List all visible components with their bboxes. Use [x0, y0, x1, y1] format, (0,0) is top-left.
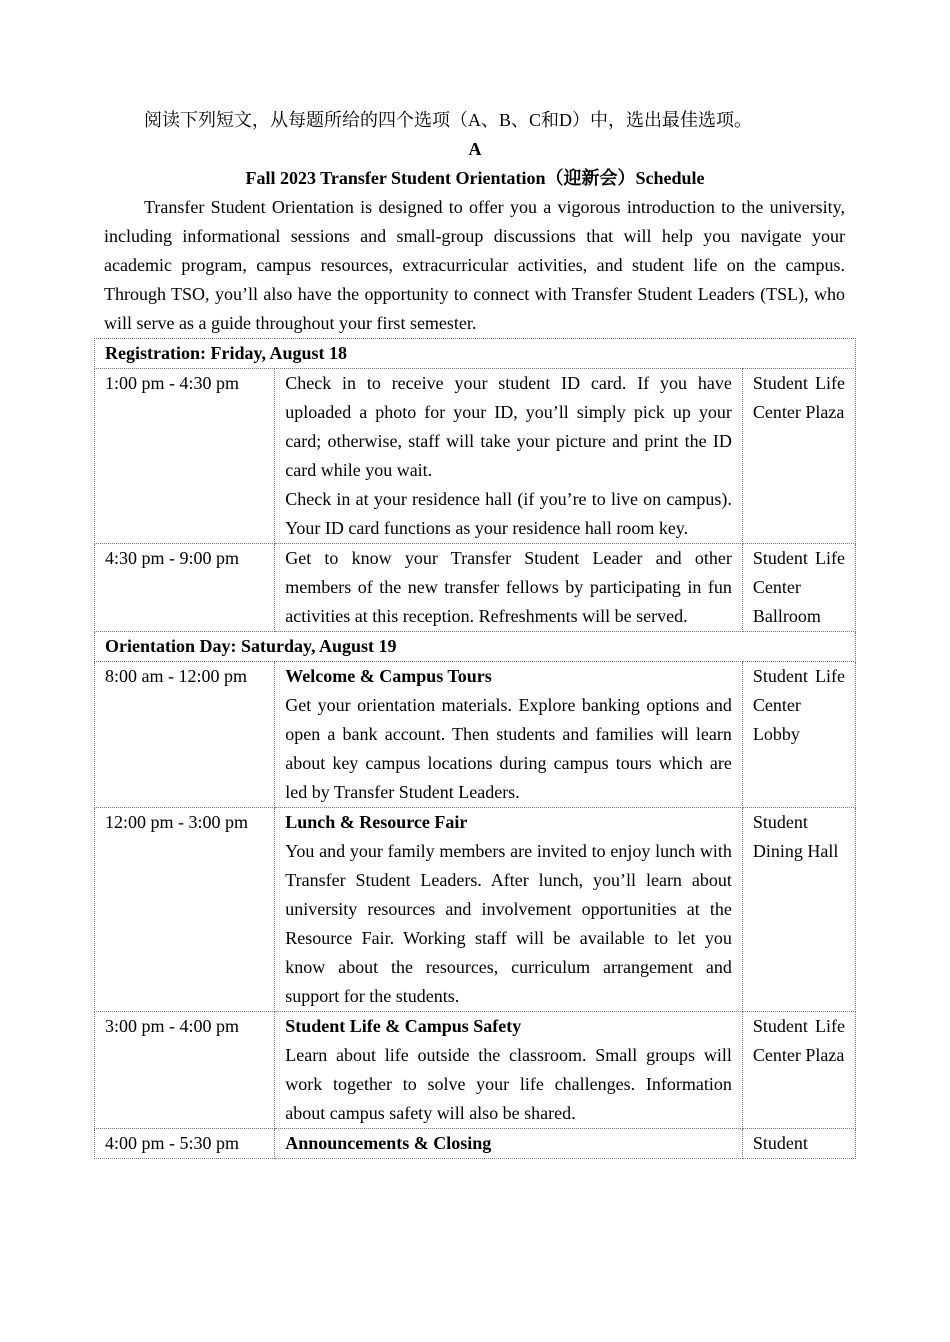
event-title: Welcome & Campus Tours: [285, 666, 492, 686]
time-cell: 12:00 pm - 3:00 pm: [95, 808, 275, 1012]
time-cell: 4:30 pm - 9:00 pm: [95, 544, 275, 632]
instruction-text: 阅读下列短文，从每题所给的四个选项（A、B、C和D）中，选出最佳选项。: [144, 110, 753, 130]
description-paragraph: Check in to receive your student ID card. If you have uploaded a photo for your ID, you’ll simply pick up your card; otherwise, staff will take your picture and print the ID card while you wait.: [285, 373, 732, 480]
event-title: Announcements & Closing: [285, 1133, 492, 1153]
event-title: Student Life & Campus Safety: [285, 1016, 522, 1036]
time-cell: 3:00 pm - 4:00 pm: [95, 1012, 275, 1129]
event-description: You and your family members are invited to enjoy lunch with Transfer Student Leaders. After lunch, you’ll learn about university resources and involvement opportunities at the Resource Fair. Working staff will be available to let you know about the resources, curriculum arrangement and support for the students.: [285, 841, 732, 1006]
intro-paragraph: Transfer Student Orientation is designed to offer you a vigorous introduction to the university, including informational sessions and small-group discussions that will help you navigate your academic program, campus resources, extracurricular activities, and student life on the campus. Through TSO, you’ll also have the opportunity to connect with Transfer Student Leaders (TSL), who will serve as a guide throughout your first semester.: [104, 197, 845, 333]
location-cell: Student Life Center Lobby: [742, 662, 855, 808]
section-letter: A: [468, 139, 482, 159]
location-cell: Student Life Center Plaza: [742, 369, 855, 544]
registration-day-header: Registration: Friday, August 18: [95, 339, 856, 369]
table-row: [95, 662, 856, 808]
event-title: Lunch & Resource Fair: [285, 812, 468, 832]
table-row: [95, 1129, 856, 1159]
description-paragraph: Get to know your Transfer Student Leader and other members of the new transfer fellows by participating in fun activities at this reception. Refreshments will be served.: [285, 548, 732, 626]
time-cell: 8:00 am - 12:00 pm: [95, 662, 275, 808]
description-cell: [275, 1129, 743, 1159]
description-cell: [275, 369, 743, 544]
page-title: Fall 2023 Transfer Student Orientation（迎新会）Schedule: [245, 168, 705, 188]
table-row: [95, 544, 856, 632]
table-row: [95, 369, 856, 544]
description-cell: [275, 544, 743, 632]
description-cell: [275, 662, 743, 808]
schedule-table: [94, 338, 856, 1159]
description-paragraph: Check in at your residence hall (if you’re to live on campus). Your ID card functions as your residence hall room key.: [285, 489, 732, 538]
location-cell: Student Life Center Ballroom: [742, 544, 855, 632]
location-cell: Student Dining Hall: [742, 808, 855, 1012]
orientation-day-header: Orientation Day: Saturday, August 19: [95, 632, 856, 662]
table-row: [95, 808, 856, 1012]
day-header-row: [95, 339, 856, 369]
table-row: [95, 1012, 856, 1129]
location-cell: Student Life Center Plaza: [742, 1012, 855, 1129]
day-header-row: [95, 632, 856, 662]
location-cell: Student: [742, 1129, 855, 1159]
description-cell: [275, 1012, 743, 1129]
event-description: Get your orientation materials. Explore banking options and open a bank account. Then students and families will learn about key campus locations during campus tours which are led by Transfer Student Leaders.: [285, 695, 732, 802]
time-cell: 4:00 pm - 5:30 pm: [95, 1129, 275, 1159]
time-cell: 1:00 pm - 4:30 pm: [95, 369, 275, 544]
event-description: Learn about life outside the classroom. Small groups will work together to solve your life challenges. Information about campus safety will also be shared.: [285, 1045, 732, 1123]
description-cell: [275, 808, 743, 1012]
